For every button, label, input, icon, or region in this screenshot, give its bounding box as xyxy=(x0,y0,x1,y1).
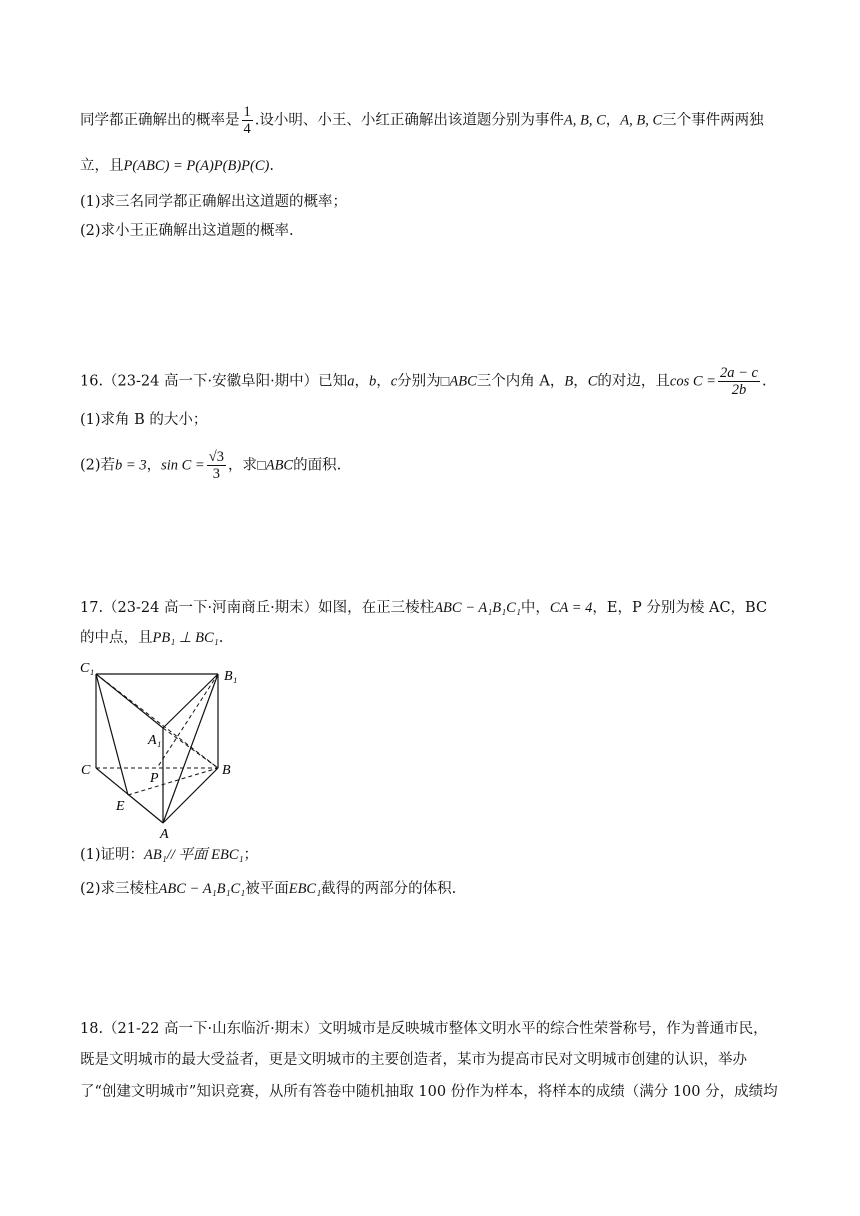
q18-line3: 了“创建文明城市”知识竞赛，从所有答卷中随机抽取 100 份作为样本，将样本的成绩（满分 100 分，成绩均 xyxy=(80,1084,778,1100)
q15-text: .设小明、小王、小红正确解出该道题分别为事件 xyxy=(254,112,564,129)
q15-fraction: $\frac{1}{4}$ xyxy=(243,104,251,137)
q15-text: 三个事件两两独 xyxy=(662,112,764,129)
label-a1: A₁ xyxy=(148,733,162,748)
sin-formula: sin C = xyxy=(161,457,205,474)
q15-events: A, B, C xyxy=(620,112,663,129)
edge-c1a1 xyxy=(96,674,163,728)
sin-fraction: $\frac{√3}{3}$ xyxy=(208,449,224,482)
edge-b1a xyxy=(163,674,218,823)
label-c: C xyxy=(81,763,91,778)
label-e: E xyxy=(116,799,125,814)
q16-line1: 16.（23-24 高一下·安徽阜阳·期中）已知a，b，c分别为□ABC三个内角 A，B，C的对边，且cos C = $\frac{2a - c}{2b}$ . xyxy=(80,365,767,398)
q18-line2: 既是文明城市的最大受益者，更是文明城市的主要创造者，某市为提高市民对文明城市创建的认识，举办 xyxy=(80,1052,747,1068)
q17-line1: 17.（23-24 高一下·河南商丘·期末）如图，在正三棱柱ABC − A₁B₁C₁中，CA = 4，E，P 分别为棱 AC，BC xyxy=(80,600,768,616)
q16-part1: (1)求角 B 的大小； xyxy=(80,412,208,428)
label-b: B xyxy=(222,763,231,778)
q15-formula: P(ABC) = P(A)P(B)P(C) xyxy=(123,158,270,174)
triangle-abc: □ABC xyxy=(440,373,477,390)
cos-fraction: $\frac{2a - c}{2b}$ xyxy=(719,365,758,398)
label-p: P xyxy=(150,771,159,786)
label-a: A xyxy=(160,827,169,838)
q17-line2: 的中点，且PB₁ ⊥ BC₁. xyxy=(80,630,224,646)
q15-line2: 立，且P(ABC) = P(A)P(B)P(C). xyxy=(80,158,274,174)
edge-b1p-dashed xyxy=(157,674,218,768)
label-c1: C₁ xyxy=(80,661,95,676)
edge-b1a1 xyxy=(163,674,218,728)
q15-part1: (1)求三名同学都正确解出这道题的概率； xyxy=(80,194,348,210)
q18-line1: 18.（21-22 高一下·山东临沂·期末）文明城市是反映城市整体文明水平的综合性荣誉称号，作为普通市民， xyxy=(80,1021,768,1037)
q15-text: 同学都正确解出的概率是 xyxy=(80,112,240,129)
edge-c1e xyxy=(96,674,128,795)
q15-events: A, B, C xyxy=(563,112,606,129)
q15-part2: (2)求小王正确解出这道题的概率. xyxy=(80,223,294,239)
prism-name: ABC − A₁B₁C₁ xyxy=(434,600,521,616)
q17-part2: (2)求三棱柱ABC − A₁B₁C₁被平面EBC₁截得的两部分的体积. xyxy=(80,881,457,897)
q15-line1: 同学都正确解出的概率是 $\frac{1}{4}$ .设小明、小王、小红正确解出该道题分别为事件A, B, C，A, B, C三个事件两两独 xyxy=(80,104,764,137)
cos-formula: cos C = xyxy=(669,373,716,390)
label-b1: B₁ xyxy=(224,669,238,684)
q17-part1: (1)证明：AB₁// 平面 EBC₁； xyxy=(80,847,259,863)
prism-figure xyxy=(78,658,248,838)
q16-part2: (2)若b = 3，sin C = $\frac{√3}{3}$ ，求□ABC的面积. xyxy=(80,449,342,482)
edge-c1b-dashed xyxy=(96,674,218,768)
